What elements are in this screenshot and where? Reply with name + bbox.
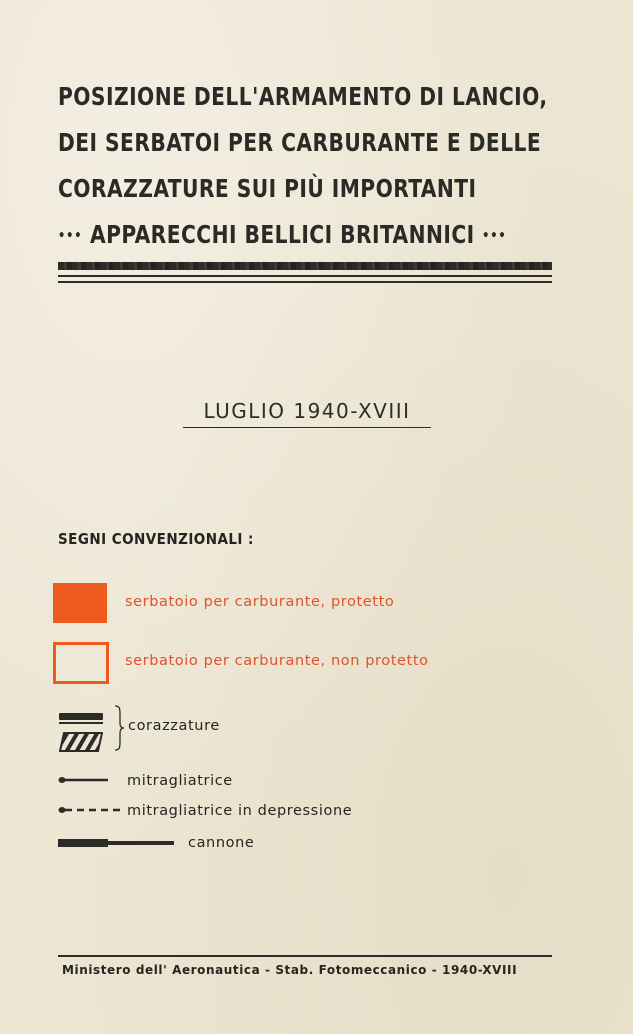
title-line-4-text: APPARECCHI BELLICI BRITANNICI	[89, 220, 475, 249]
ornament-dots-right: •••	[482, 228, 507, 244]
thin-divider-rule	[58, 275, 552, 277]
legend-label-machine-gun: mitragliatrice	[127, 773, 233, 789]
legend-label-machine-gun-depression: mitragliatrice in depressione	[127, 803, 353, 819]
dashed-machine-gun-line-icon	[58, 806, 120, 814]
legend-title: SEGNI CONVENZIONALI :	[58, 530, 254, 548]
thin-divider-rule	[58, 281, 552, 283]
legend-label-armor: corazzature	[128, 718, 220, 734]
outlined-orange-box-icon	[53, 642, 109, 684]
armor-hatch-icon	[59, 732, 103, 752]
title-line-3: CORAZZATURE SUI PIÙ IMPORTANTI	[58, 174, 477, 203]
title-line-2: DEI SERBATOI PER CARBURANTE E DELLE	[58, 128, 542, 157]
document-date: LUGLIO 1940-XVIII	[183, 399, 431, 428]
legend-label-unprotected-tank: serbatoio per carburante, non protetto	[125, 653, 429, 669]
armor-bar-icon	[59, 713, 103, 720]
footer-divider-rule	[58, 955, 552, 957]
cannon-line-icon	[58, 838, 174, 848]
legend-label-cannon: cannone	[188, 835, 255, 851]
title-line-4	[58, 212, 508, 259]
title-line-1: POSIZIONE DELL'ARMAMENTO DI LANCIO,	[58, 82, 548, 111]
thick-divider-rule	[58, 262, 552, 270]
curly-brace-icon	[112, 705, 126, 751]
ornament-dots-left: •••	[58, 228, 83, 244]
title-rule-group	[58, 262, 552, 283]
machine-gun-line-icon	[58, 776, 108, 784]
document-title	[58, 74, 548, 259]
publisher-footer: Ministero dell' Aeronautica - Stab. Fotomeccanico - 1940-XVIII	[62, 962, 518, 977]
filled-orange-box-icon	[53, 583, 107, 623]
legend-label-protected-tank: serbatoio per carburante, protetto	[125, 594, 395, 610]
